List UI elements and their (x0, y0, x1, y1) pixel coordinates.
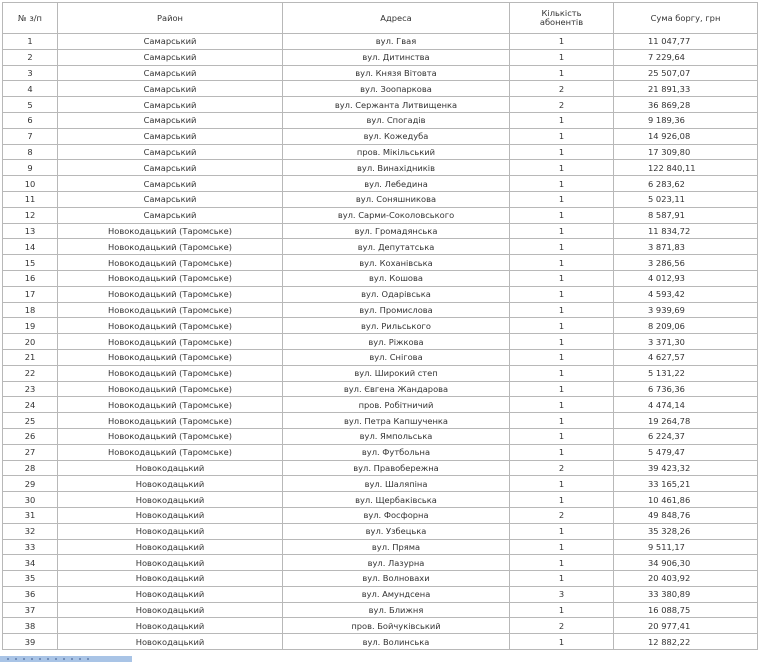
row-address: вул. Коханівська (283, 255, 510, 271)
row-address: пров. Бойчуківський (283, 618, 510, 634)
row-address: вул. Волновахи (283, 571, 510, 587)
row-number: 32 (3, 523, 58, 539)
table-row (3, 255, 758, 271)
table-row (3, 586, 758, 602)
row-district: Самарський (58, 97, 283, 113)
row-district: Новокодацький (Таромське) (58, 428, 283, 444)
row-district: Новокодацький (58, 555, 283, 571)
row-number: 28 (3, 460, 58, 476)
row-subscribers: 1 (510, 207, 614, 223)
row-district: Новокодацький (Таромське) (58, 349, 283, 365)
row-address: вул. Євгена Жандарова (283, 381, 510, 397)
row-subscribers: 1 (510, 602, 614, 618)
row-subscribers: 1 (510, 255, 614, 271)
row-debt-sum: 12 882,22 (614, 634, 758, 650)
row-district: Новокодацький (Таромське) (58, 302, 283, 318)
row-address: пров. Робітничий (283, 397, 510, 413)
row-number: 21 (3, 349, 58, 365)
row-debt-sum: 39 423,32 (614, 460, 758, 476)
row-subscribers: 2 (510, 507, 614, 523)
table-row (3, 128, 758, 144)
row-debt-sum: 7 229,64 (614, 49, 758, 65)
table-row (3, 428, 758, 444)
row-district: Новокодацький (Таромське) (58, 270, 283, 286)
table-row (3, 334, 758, 350)
row-debt-sum: 14 926,08 (614, 128, 758, 144)
row-number: 20 (3, 334, 58, 350)
row-debt-sum: 8 587,91 (614, 207, 758, 223)
row-debt-sum: 49 848,76 (614, 507, 758, 523)
table-row (3, 381, 758, 397)
row-district: Новокодацький (58, 476, 283, 492)
row-subscribers: 1 (510, 112, 614, 128)
row-address: вул. Сержанта Литвищенка (283, 97, 510, 113)
row-address: вул. Лебедина (283, 176, 510, 192)
row-subscribers: 1 (510, 49, 614, 65)
row-number: 16 (3, 270, 58, 286)
table-row (3, 349, 758, 365)
row-number: 31 (3, 507, 58, 523)
row-district: Новокодацький (Таромське) (58, 444, 283, 460)
row-address: вул. Сарми-Соколовського (283, 207, 510, 223)
row-subscribers: 1 (510, 349, 614, 365)
table-row (3, 34, 758, 50)
table-row (3, 318, 758, 334)
row-address: вул. Кожедуба (283, 128, 510, 144)
row-address: вул. Винахідників (283, 160, 510, 176)
row-district: Новокодацький (58, 634, 283, 650)
row-debt-sum: 9 189,36 (614, 112, 758, 128)
row-subscribers: 1 (510, 223, 614, 239)
row-subscribers: 1 (510, 634, 614, 650)
row-number: 12 (3, 207, 58, 223)
row-debt-sum: 5 023,11 (614, 191, 758, 207)
table-row (3, 49, 758, 65)
table-header-row (3, 3, 758, 34)
row-number: 24 (3, 397, 58, 413)
row-address: вул. Пряма (283, 539, 510, 555)
row-subscribers: 1 (510, 160, 614, 176)
row-address: вул. Соняшникова (283, 191, 510, 207)
row-subscribers: 1 (510, 34, 614, 50)
row-number: 11 (3, 191, 58, 207)
row-address: вул. Громадянська (283, 223, 510, 239)
row-subscribers: 2 (510, 460, 614, 476)
row-debt-sum: 20 977,41 (614, 618, 758, 634)
row-address: вул. Зоопаркова (283, 81, 510, 97)
row-subscribers: 1 (510, 539, 614, 555)
row-number: 1 (3, 34, 58, 50)
row-district: Самарський (58, 34, 283, 50)
row-address: вул. Правобережна (283, 460, 510, 476)
table-row (3, 81, 758, 97)
row-debt-sum: 8 209,06 (614, 318, 758, 334)
row-debt-sum: 36 869,28 (614, 97, 758, 113)
row-debt-sum: 5 479,47 (614, 444, 758, 460)
row-subscribers: 1 (510, 476, 614, 492)
table-row (3, 618, 758, 634)
row-number: 17 (3, 286, 58, 302)
row-number: 39 (3, 634, 58, 650)
row-debt-sum: 10 461,86 (614, 492, 758, 508)
row-subscribers: 1 (510, 239, 614, 255)
row-address: вул. Футбольна (283, 444, 510, 460)
row-number: 25 (3, 413, 58, 429)
row-number: 34 (3, 555, 58, 571)
row-address: вул. Ріжкова (283, 334, 510, 350)
row-district: Самарський (58, 112, 283, 128)
row-district: Новокодацький (58, 460, 283, 476)
row-subscribers: 1 (510, 523, 614, 539)
table-row (3, 602, 758, 618)
row-address: вул. Щербаківська (283, 492, 510, 508)
row-debt-sum: 3 286,56 (614, 255, 758, 271)
row-debt-sum: 34 906,30 (614, 555, 758, 571)
row-subscribers: 1 (510, 571, 614, 587)
row-subscribers: 1 (510, 381, 614, 397)
header-number: № з/п (3, 3, 58, 34)
row-debt-sum: 4 474,14 (614, 397, 758, 413)
row-number: 4 (3, 81, 58, 97)
table-row (3, 539, 758, 555)
table-row (3, 191, 758, 207)
row-debt-sum: 21 891,33 (614, 81, 758, 97)
row-district: Новокодацький (58, 539, 283, 555)
row-number: 38 (3, 618, 58, 634)
row-address: вул. Спогадів (283, 112, 510, 128)
row-address: вул. Узбецька (283, 523, 510, 539)
row-number: 22 (3, 365, 58, 381)
row-district: Новокодацький (Таромське) (58, 334, 283, 350)
row-district: Новокодацький (58, 507, 283, 523)
row-district: Самарський (58, 144, 283, 160)
row-district: Новокодацький (58, 586, 283, 602)
row-subscribers: 1 (510, 302, 614, 318)
row-number: 9 (3, 160, 58, 176)
row-debt-sum: 33 380,89 (614, 586, 758, 602)
row-district: Самарський (58, 65, 283, 81)
row-address: вул. Ямпольська (283, 428, 510, 444)
row-debt-sum: 122 840,11 (614, 160, 758, 176)
row-subscribers: 1 (510, 270, 614, 286)
row-district: Самарський (58, 176, 283, 192)
row-debt-sum: 17 309,80 (614, 144, 758, 160)
row-address: вул. Широкий степ (283, 365, 510, 381)
row-number: 37 (3, 602, 58, 618)
row-number: 14 (3, 239, 58, 255)
row-number: 23 (3, 381, 58, 397)
row-district: Новокодацький (Таромське) (58, 223, 283, 239)
row-district: Самарський (58, 81, 283, 97)
table-row (3, 523, 758, 539)
row-number: 35 (3, 571, 58, 587)
row-address: вул. Промислова (283, 302, 510, 318)
row-subscribers: 1 (510, 413, 614, 429)
row-debt-sum: 6 224,37 (614, 428, 758, 444)
row-number: 18 (3, 302, 58, 318)
row-district: Самарський (58, 128, 283, 144)
row-debt-sum: 3 371,30 (614, 334, 758, 350)
row-district: Новокодацький (Таромське) (58, 286, 283, 302)
row-subscribers: 3 (510, 586, 614, 602)
row-address: вул. Шаляпіна (283, 476, 510, 492)
table-row (3, 112, 758, 128)
row-address: вул. Депутатська (283, 239, 510, 255)
row-number: 2 (3, 49, 58, 65)
row-subscribers: 1 (510, 444, 614, 460)
header-subscribers (510, 3, 614, 34)
row-number: 33 (3, 539, 58, 555)
row-district: Самарський (58, 160, 283, 176)
table-row (3, 397, 758, 413)
row-district: Самарський (58, 207, 283, 223)
table-row (3, 270, 758, 286)
row-subscribers: 1 (510, 318, 614, 334)
table-row (3, 476, 758, 492)
table-row (3, 555, 758, 571)
table-row (3, 223, 758, 239)
row-number: 13 (3, 223, 58, 239)
row-number: 19 (3, 318, 58, 334)
row-subscribers: 1 (510, 128, 614, 144)
row-district: Самарський (58, 49, 283, 65)
row-number: 10 (3, 176, 58, 192)
row-address: вул. Гвая (283, 34, 510, 50)
table-row (3, 239, 758, 255)
row-district: Новокодацький (58, 523, 283, 539)
row-number: 15 (3, 255, 58, 271)
table-row (3, 302, 758, 318)
table-row (3, 144, 758, 160)
table-row (3, 413, 758, 429)
table-row (3, 207, 758, 223)
header-district: Район (58, 3, 283, 34)
table-row (3, 444, 758, 460)
row-number: 26 (3, 428, 58, 444)
row-address: вул. Лазурна (283, 555, 510, 571)
row-subscribers: 2 (510, 81, 614, 97)
row-debt-sum: 25 507,07 (614, 65, 758, 81)
row-district: Новокодацький (Таромське) (58, 413, 283, 429)
row-debt-sum: 16 088,75 (614, 602, 758, 618)
row-district: Новокодацький (Таромське) (58, 381, 283, 397)
row-district: Новокодацький (58, 571, 283, 587)
row-address: вул. Князя Вітовта (283, 65, 510, 81)
table-row (3, 160, 758, 176)
row-debt-sum: 5 131,22 (614, 365, 758, 381)
row-address: пров. Мікільський (283, 144, 510, 160)
table-row (3, 365, 758, 381)
row-debt-sum: 35 328,26 (614, 523, 758, 539)
row-debt-sum: 19 264,78 (614, 413, 758, 429)
row-number: 30 (3, 492, 58, 508)
row-debt-sum: 9 511,17 (614, 539, 758, 555)
row-number: 6 (3, 112, 58, 128)
row-subscribers: 1 (510, 286, 614, 302)
row-subscribers: 1 (510, 176, 614, 192)
row-number: 8 (3, 144, 58, 160)
header-debt-sum: Сума боргу, грн (614, 3, 758, 34)
row-subscribers: 1 (510, 191, 614, 207)
row-subscribers: 1 (510, 65, 614, 81)
row-debt-sum: 4 593,42 (614, 286, 758, 302)
row-debt-sum: 3 871,83 (614, 239, 758, 255)
row-subscribers: 1 (510, 428, 614, 444)
row-address: вул. Волинська (283, 634, 510, 650)
row-debt-sum: 4 012,93 (614, 270, 758, 286)
table-row (3, 507, 758, 523)
row-address: вул. Ближня (283, 602, 510, 618)
row-debt-sum: 11 047,77 (614, 34, 758, 50)
table-row (3, 286, 758, 302)
row-number: 5 (3, 97, 58, 113)
header-subscribers-text: Кількість абонентів (539, 8, 584, 27)
row-subscribers: 1 (510, 555, 614, 571)
row-address: вул. Снігова (283, 349, 510, 365)
row-address: вул. Амундсена (283, 586, 510, 602)
table-row (3, 460, 758, 476)
row-subscribers: 1 (510, 397, 614, 413)
row-district: Новокодацький (58, 492, 283, 508)
row-address: вул. Рильського (283, 318, 510, 334)
row-district: Новокодацький (Таромське) (58, 255, 283, 271)
row-address: вул. Кошова (283, 270, 510, 286)
row-subscribers: 1 (510, 144, 614, 160)
row-district: Самарський (58, 191, 283, 207)
row-district: Новокодацький (Таромське) (58, 239, 283, 255)
row-debt-sum: 6 283,62 (614, 176, 758, 192)
table-row (3, 492, 758, 508)
table-row (3, 176, 758, 192)
row-address: вул. Одарівська (283, 286, 510, 302)
row-number: 3 (3, 65, 58, 81)
table-row (3, 634, 758, 650)
table-row (3, 65, 758, 81)
row-debt-sum: 6 736,36 (614, 381, 758, 397)
row-subscribers: 2 (510, 618, 614, 634)
row-number: 7 (3, 128, 58, 144)
debt-table (2, 2, 758, 650)
row-subscribers: 1 (510, 365, 614, 381)
row-district: Новокодацький (Таромське) (58, 365, 283, 381)
row-subscribers: 1 (510, 492, 614, 508)
row-debt-sum: 4 627,57 (614, 349, 758, 365)
row-address: вул. Петра Капшученка (283, 413, 510, 429)
bottom-bar-pattern (4, 656, 94, 662)
row-subscribers: 1 (510, 334, 614, 350)
row-debt-sum: 3 939,69 (614, 302, 758, 318)
table-row (3, 97, 758, 113)
row-address: вул. Дитинства (283, 49, 510, 65)
header-address: Адреса (283, 3, 510, 34)
row-district: Новокодацький (58, 602, 283, 618)
row-debt-sum: 20 403,92 (614, 571, 758, 587)
row-number: 27 (3, 444, 58, 460)
row-subscribers: 2 (510, 97, 614, 113)
row-debt-sum: 33 165,21 (614, 476, 758, 492)
row-district: Новокодацький (Таромське) (58, 397, 283, 413)
table-row (3, 571, 758, 587)
row-district: Новокодацький (58, 618, 283, 634)
row-debt-sum: 11 834,72 (614, 223, 758, 239)
row-number: 36 (3, 586, 58, 602)
row-address: вул. Фосфорна (283, 507, 510, 523)
row-district: Новокодацький (Таромське) (58, 318, 283, 334)
row-number: 29 (3, 476, 58, 492)
